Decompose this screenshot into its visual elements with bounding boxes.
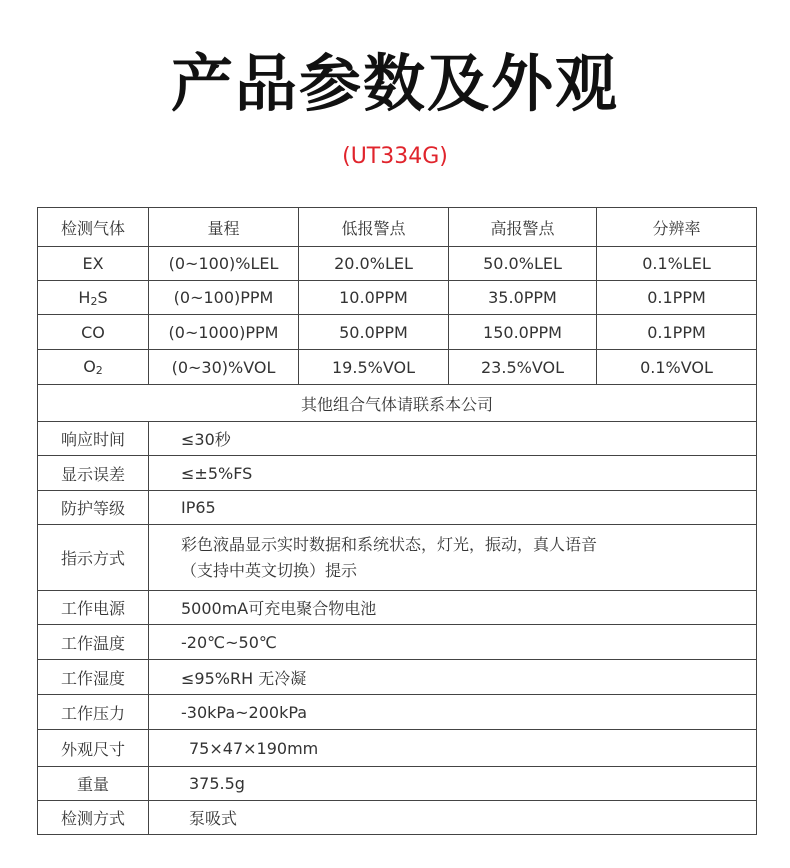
spec-label: 外观尺寸: [38, 730, 149, 767]
resolution-cell: 0.1%VOL: [597, 350, 757, 385]
high-alarm-cell: 50.0%LEL: [449, 247, 597, 281]
spec-value: [149, 525, 757, 591]
spec-row-power: [38, 591, 757, 625]
spec-label: 指示方式: [38, 525, 149, 591]
model-subtitle: (UT334G): [342, 144, 448, 169]
high-alarm-cell: 150.0PPM: [449, 315, 597, 350]
gas-name-cell: [38, 281, 149, 315]
page-title: 产品参数及外观: [170, 47, 619, 120]
spec-row-temperature: [38, 625, 757, 660]
gas-name-cell: [38, 350, 149, 385]
low-alarm-cell: 10.0PPM: [299, 281, 449, 315]
low-alarm-cell: 19.5%VOL: [299, 350, 449, 385]
gas-name-cell: [38, 247, 149, 281]
spec-label: 工作温度: [38, 625, 149, 660]
gas-table-header-row: [38, 208, 757, 247]
high-alarm-cell: 35.0PPM: [449, 281, 597, 315]
gas-subscript: 2: [90, 294, 98, 308]
gas-row: [38, 350, 757, 385]
header-cell-range: 量程: [149, 208, 299, 247]
range-cell: (0~1000)PPM: [149, 315, 299, 350]
spec-label: 重量: [38, 767, 149, 801]
spec-value: 75×47×190mm: [149, 730, 757, 767]
gas-row: [38, 247, 757, 281]
spec-table: [37, 207, 757, 835]
gas-note: 其他组合气体请联系本公司: [38, 385, 757, 422]
gas-name-cell: [38, 315, 149, 350]
high-alarm-cell: 23.5%VOL: [449, 350, 597, 385]
spec-value-line: （支持中英文切换）提示: [181, 560, 358, 580]
spec-label: 防护等级: [38, 491, 149, 525]
spec-label: 显示误差: [38, 456, 149, 491]
header-cell-resolution: 分辨率: [597, 208, 757, 247]
gas-row: [38, 281, 757, 315]
low-alarm-cell: 50.0PPM: [299, 315, 449, 350]
spec-label: 响应时间: [38, 422, 149, 456]
range-cell: (0~100)%LEL: [149, 247, 299, 281]
gas-name: H: [78, 287, 91, 307]
spec-row-indication: [38, 525, 757, 591]
spec-row-pressure: [38, 695, 757, 730]
resolution-cell: 0.1PPM: [597, 315, 757, 350]
spec-row-weight: [38, 767, 757, 801]
spec-value: ≤±5%FS: [149, 456, 757, 491]
spec-label: 工作压力: [38, 695, 149, 730]
low-alarm-cell: 20.0%LEL: [299, 247, 449, 281]
spec-row-response-time: [38, 422, 757, 456]
spec-value: 泵吸式: [149, 801, 757, 835]
spec-label: 工作湿度: [38, 660, 149, 695]
spec-row-dimensions: [38, 730, 757, 767]
spec-label: 工作电源: [38, 591, 149, 625]
spec-row-detection-method: [38, 801, 757, 835]
spec-value: IP65: [149, 491, 757, 525]
spec-row-humidity: [38, 660, 757, 695]
resolution-cell: 0.1%LEL: [597, 247, 757, 281]
spec-value: -20℃~50℃: [149, 625, 757, 660]
gas-name: CO: [81, 322, 105, 342]
gas-name-rest: S: [97, 287, 108, 307]
spec-value: 375.5g: [149, 767, 757, 801]
spec-label: 检测方式: [38, 801, 149, 835]
gas-row: [38, 315, 757, 350]
header-cell-gas: 检测气体: [38, 208, 149, 247]
spec-row-protection-level: [38, 491, 757, 525]
resolution-cell: 0.1PPM: [597, 281, 757, 315]
header-cell-high-alarm: 高报警点: [449, 208, 597, 247]
gas-note-row: [38, 385, 757, 422]
gas-name: O: [83, 357, 96, 376]
spec-value: ≤95%RH 无冷凝: [149, 660, 757, 695]
spec-value: ≤30秒: [149, 422, 757, 456]
gas-name: EX: [82, 254, 104, 273]
spec-row-display-error: [38, 456, 757, 491]
spec-value: -30kPa~200kPa: [149, 695, 757, 730]
gas-subscript: 2: [95, 364, 103, 377]
header-cell-low-alarm: 低报警点: [299, 208, 449, 247]
range-cell: (0~30)%VOL: [149, 350, 299, 385]
range-cell: (0~100)PPM: [149, 281, 299, 315]
spec-value-line: 彩色液晶显示实时数据和系统状态，灯光，振动，真人语音: [181, 534, 598, 554]
spec-value: 5000mA可充电聚合物电池: [149, 591, 757, 625]
